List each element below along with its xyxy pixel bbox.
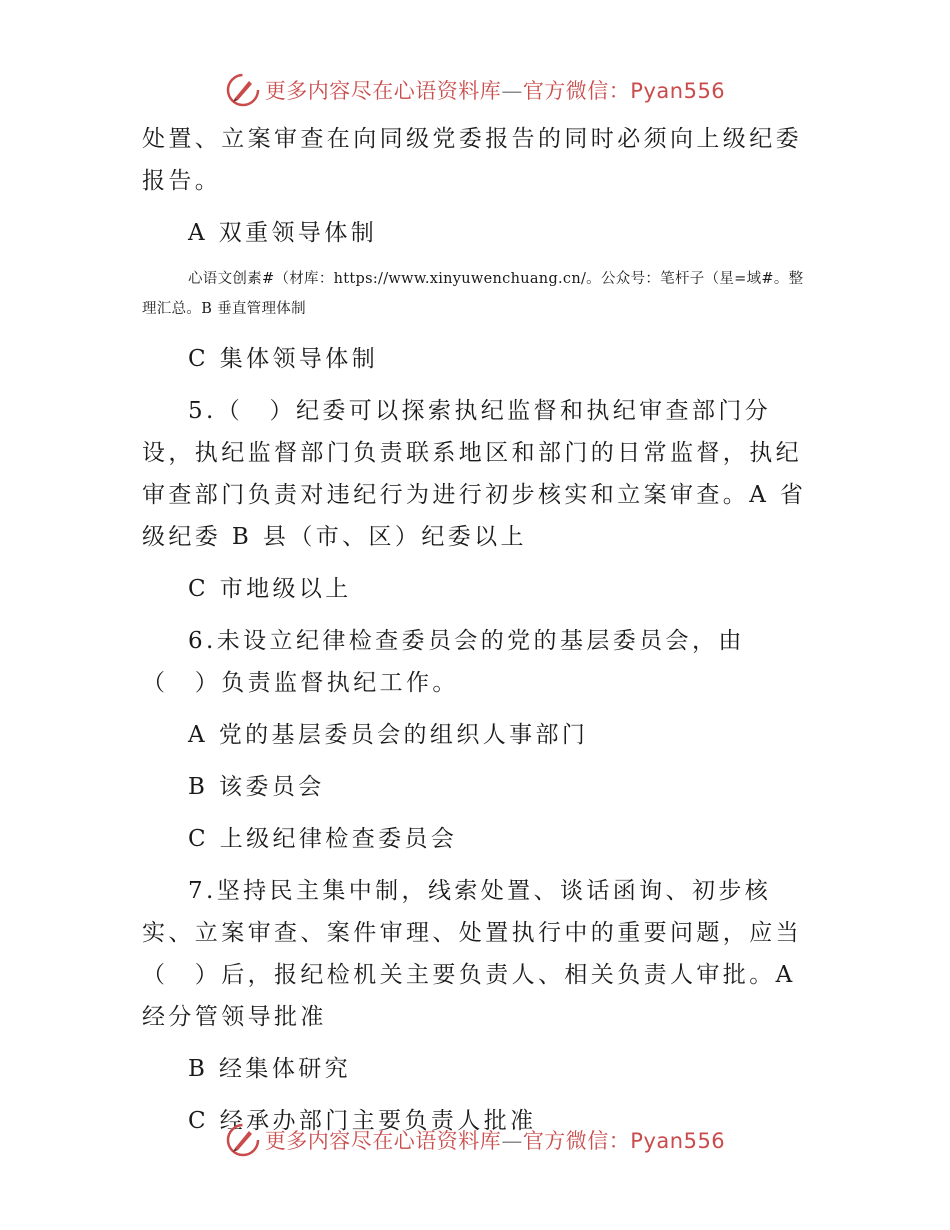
question-5: 5.（ ）纪委可以探索执纪监督和执纪审查部门分设，执纪监督部门负责联系地区和部门的日常监督，执纪审查部门负责对违纪行为进行初步核实和立案审查。A 省级纪委 B 县（市、区）纪委以上: [142, 398, 807, 550]
question-7: 7.坚持民主集中制，线索处置、谈话函询、初步核实、立案审查、案件审理、处置执行中的重要问题，应当（ ）后，报纪检机关主要负责人、相关负责人审批。A 经分管领导批准: [142, 878, 802, 1030]
question-6-option-c: C 上级纪律检查委员会: [188, 826, 458, 852]
banner-text: 更多内容尽在心语资料库—官方微信：Pyan556: [264, 79, 726, 103]
question-6-option-b: B 该委员会: [188, 774, 325, 800]
option-c: C 集体领导体制: [188, 346, 379, 372]
question-6: 6.未设立纪律检查委员会的党的基层委员会，由（ ）负责监督执纪工作。: [142, 628, 745, 696]
question-7-option-c: C 经承办部门主要负责人批准: [188, 1108, 537, 1134]
option-a: A 双重领导体制: [188, 220, 378, 246]
question-5-option-c: C 市地级以上: [188, 576, 352, 602]
footer-banner: [0, 1120, 950, 1160]
question-7-option-b: B 经集体研究: [188, 1056, 352, 1082]
banner-text: 更多内容尽在心语资料库—官方微信：Pyan556: [264, 1129, 726, 1153]
source-note: 心语文创素#（材库：https://www.xinyuwenchuang.cn/。公众号：笔杆子（星=域#。整理汇总。B 垂直管理体制: [142, 271, 804, 317]
question-6-option-a: A 党的基层委员会的组织人事部门: [188, 722, 589, 748]
paragraph-continuation: 处置、立案审查在向同级党委报告的同时必须向上级纪委报告。: [142, 126, 802, 194]
pen-logo-icon: [225, 72, 261, 108]
document-body: [142, 118, 810, 1152]
header-banner: [0, 70, 950, 110]
pen-logo-icon: [225, 1122, 261, 1158]
